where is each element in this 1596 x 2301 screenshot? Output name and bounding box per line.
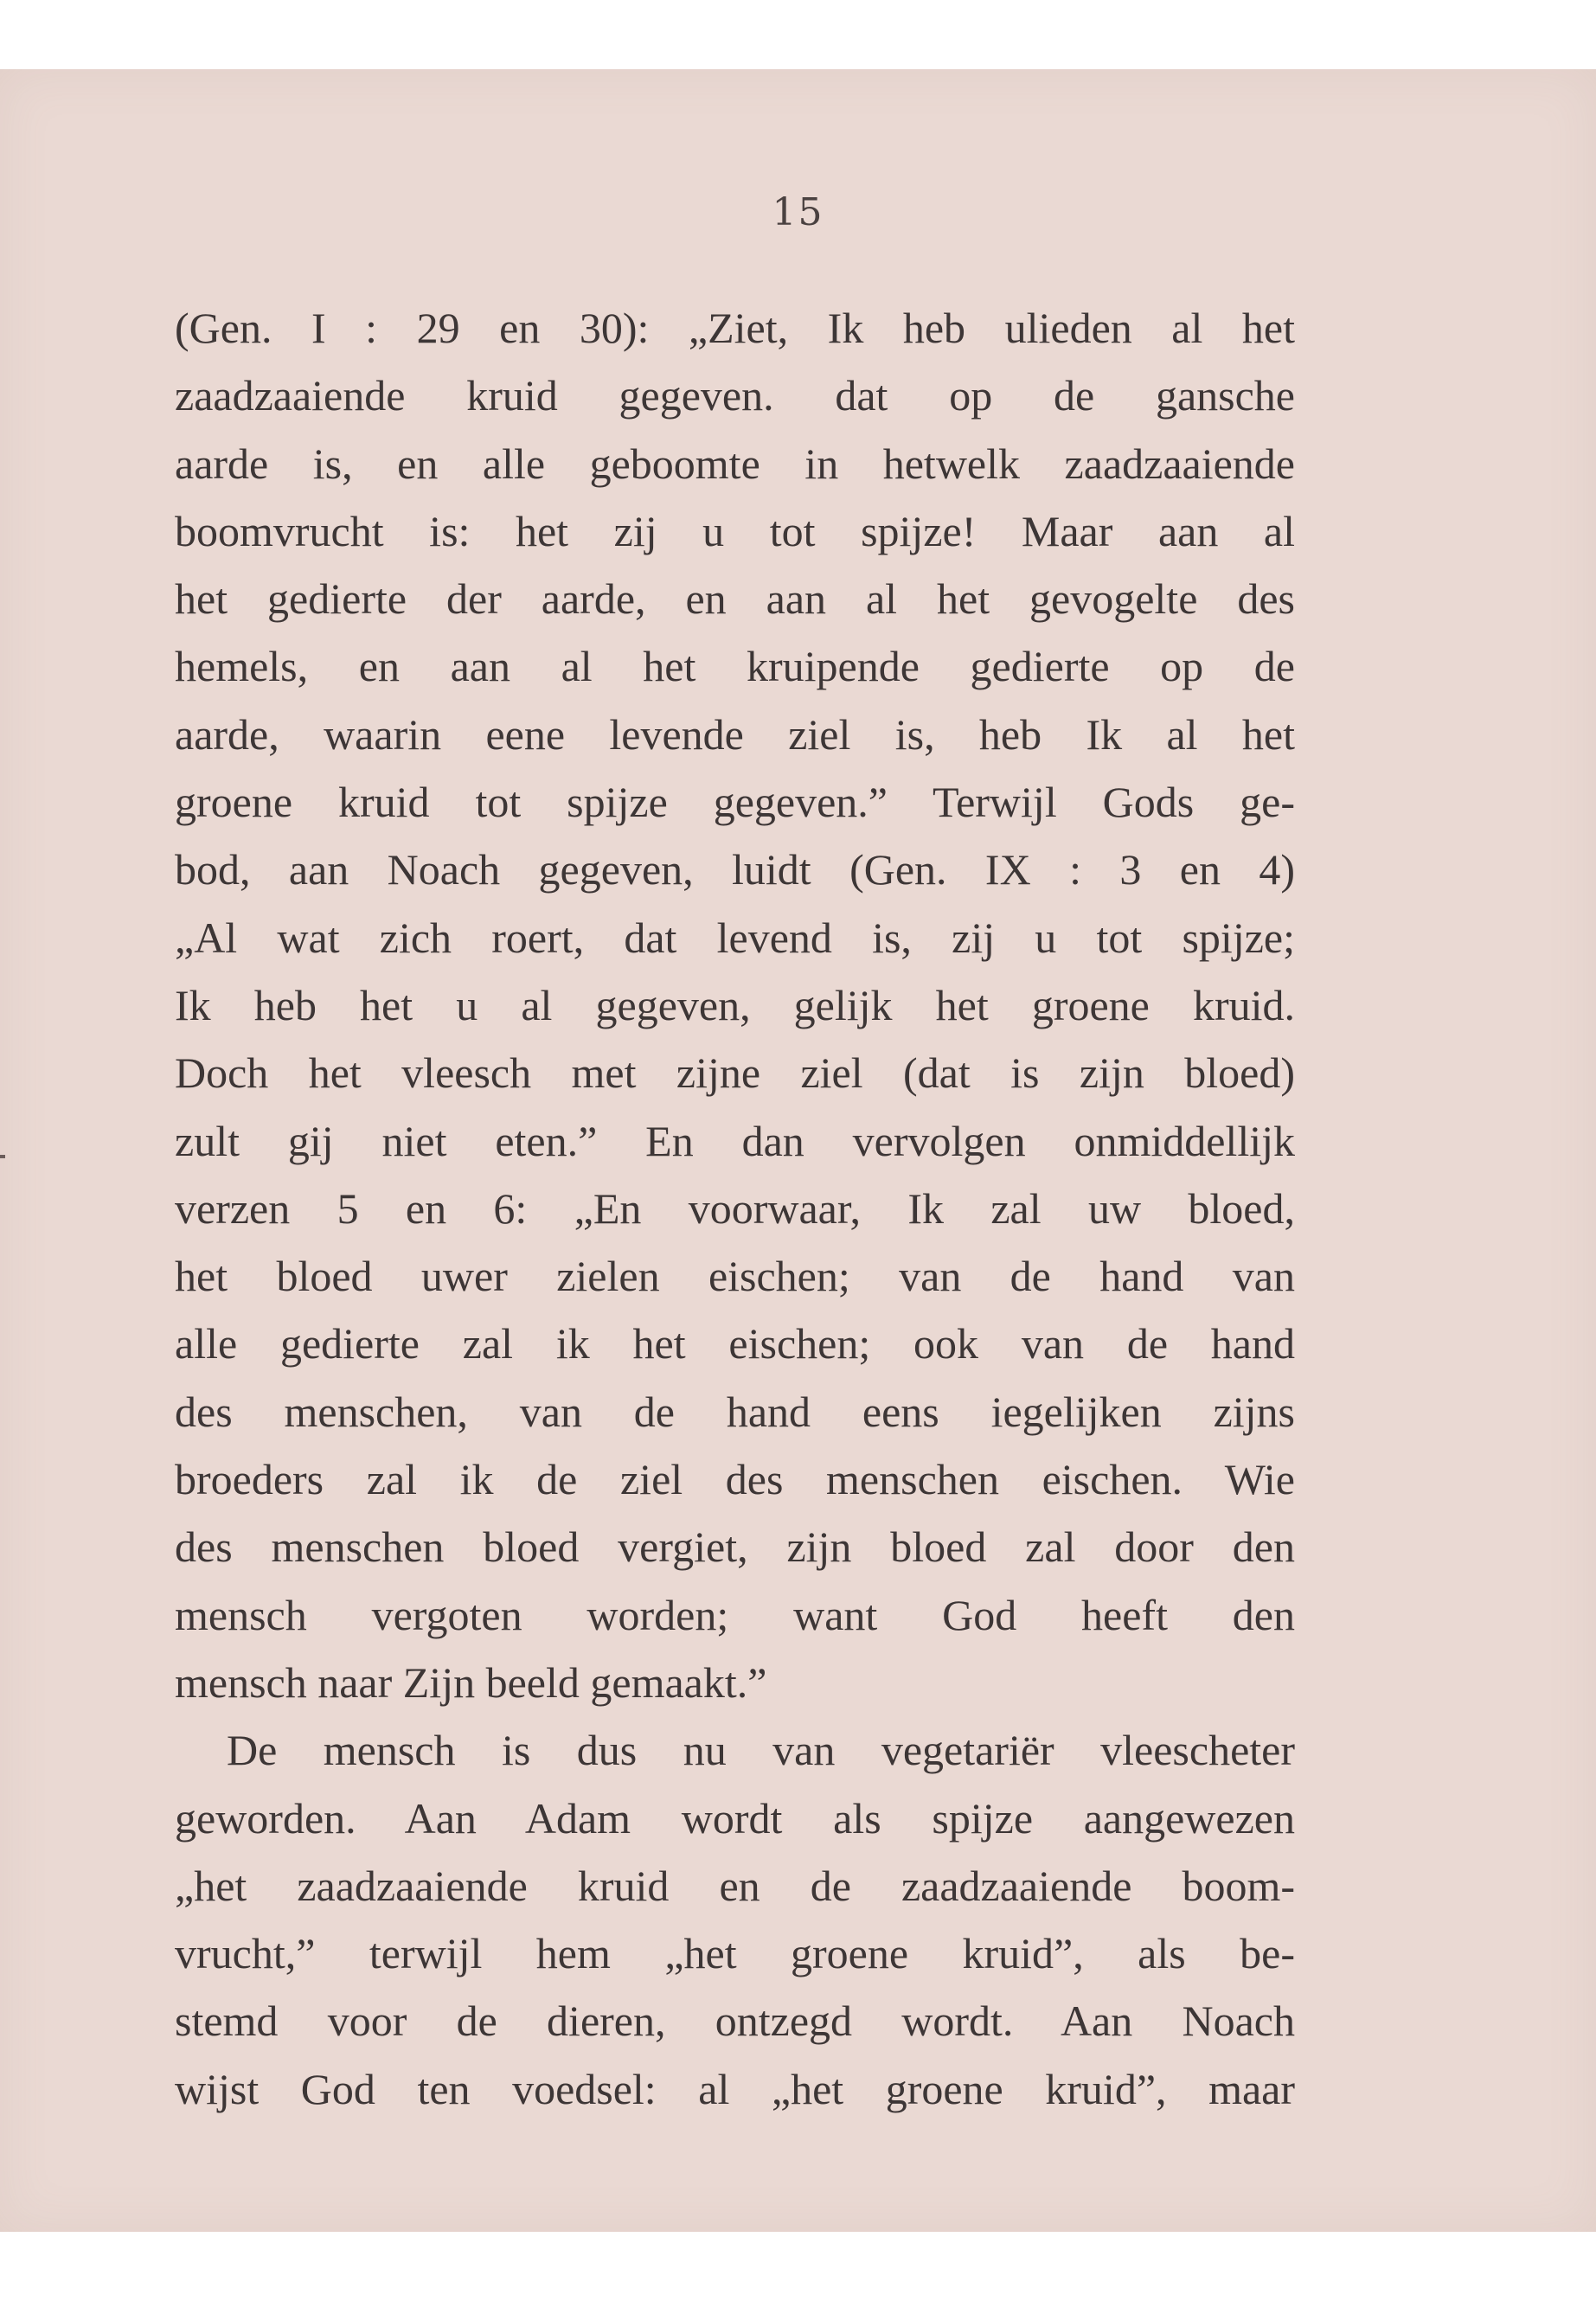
text-line: des menschen bloed vergiet, zijn bloed zal door den xyxy=(175,1522,1295,1572)
text-line: „het zaadzaaiende kruid en de zaadzaaiende boom- xyxy=(175,1861,1295,1910)
body-text xyxy=(175,294,1295,2123)
text-line: des menschen, van de hand eens iegelijken zijns xyxy=(175,1387,1295,1436)
page-number: 15 xyxy=(772,190,824,234)
text-line: „Al wat zich roert, dat levend is, zij u tot spijze; xyxy=(175,913,1295,962)
text-line: geworden. Aan Adam wordt als spijze aangewezen xyxy=(175,1793,1295,1843)
text-line: boomvrucht is: het zij u tot spijze! Maar aan al xyxy=(175,506,1295,555)
text-line: hemels, en aan al het kruipende gedierte op de xyxy=(175,642,1295,691)
text-line: het bloed uwer zielen eischen; van de hand van xyxy=(175,1252,1295,1301)
text-line: Ik heb het u al gegeven, gelijk het groene kruid. xyxy=(175,980,1295,1029)
text-line: vrucht,” terwijl hem „het groene kruid”, als be- xyxy=(175,1929,1295,1978)
text-line: aarde is, en alle geboomte in hetwelk zaadzaaiende xyxy=(175,439,1295,488)
text-line: wijst God ten voedsel: al „het groene kruid”, maar xyxy=(175,2064,1295,2113)
text-line: stemd voor de dieren, ontzegd wordt. Aan Noach xyxy=(175,1997,1295,2046)
paragraph-start-line: De mensch is dus nu van vegetariër vleescheter xyxy=(227,1726,1295,1775)
text-line: aarde, waarin eene levende ziel is, heb Ik al het xyxy=(175,709,1295,759)
paragraph-end-line: mensch naar Zijn beeld gemaakt.” xyxy=(175,1657,767,1707)
scan-mark xyxy=(0,1155,5,1158)
text-line: bod, aan Noach gegeven, luidt (Gen. IX : 3 en 4) xyxy=(175,845,1295,894)
text-line: zaadzaaiende kruid gegeven. dat op de gansche xyxy=(175,371,1295,420)
text-line: mensch vergoten worden; want God heeft den xyxy=(175,1590,1295,1639)
book-page xyxy=(0,69,1596,2232)
text-line: (Gen. I : 29 en 30): „Ziet, Ik heb ulieden al het xyxy=(175,304,1295,352)
text-line: broeders zal ik de ziel des menschen eischen. Wie xyxy=(175,1455,1295,1504)
text-line: alle gedierte zal ik het eischen; ook van de hand xyxy=(175,1319,1295,1368)
text-line: Doch het vleesch met zijne ziel (dat is zijn bloed) xyxy=(175,1048,1295,1098)
text-line: verzen 5 en 6: „En voorwaar, Ik zal uw bloed, xyxy=(175,1183,1295,1233)
text-line: het gedierte der aarde, en aan al het gevogelte des xyxy=(175,574,1295,624)
text-line: zult gij niet eten.” En dan vervolgen onmiddellijk xyxy=(175,1116,1295,1165)
text-line: groene kruid tot spijze gegeven.” Terwijl Gods ge- xyxy=(175,778,1295,827)
